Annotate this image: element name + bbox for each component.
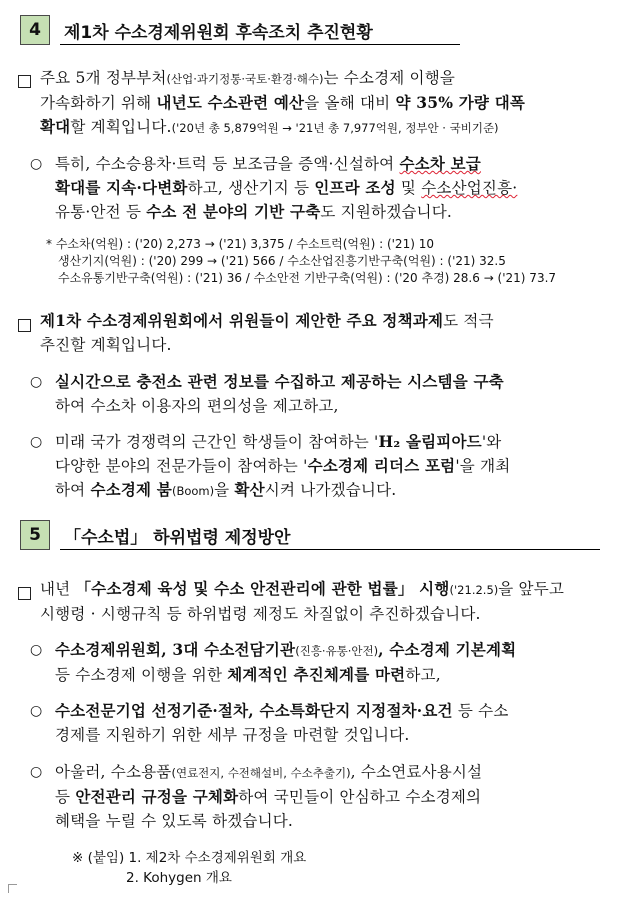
attachment-item: ※ (붙임) 1. 제2차 수소경제위원회 개요 [72, 850, 307, 866]
note-line: * 수소차(억원) : ('20) 2,273 → ('21) 3,375 / 수소트럭(억원) : ('21) 10 [46, 237, 434, 251]
paragraph-policy-tasks: 제1차 수소경제위원회에서 위원들이 제안한 주요 정책과제도 적극 추진할 계획입니다. [40, 311, 494, 354]
circle-bullet-icon: ○ [30, 156, 43, 172]
circle-bullet-icon: ○ [30, 642, 43, 658]
section-underline [60, 44, 460, 45]
circle-bullet-icon: ○ [30, 374, 43, 390]
section-4-header [20, 15, 460, 45]
paragraph-safety: 아울러, 수소용품(연료전지, 수전해설비, 수소추출기), 수소연료사용시설 등 안전관리 규정을 구체화하여 국민들이 안심하고 수소경제의 혜택을 누릴 수 있도록 하겠습니다. [55, 763, 483, 830]
paragraph-enterprise: 수소전문기업 선정기준·절차, 수소특화단지 지정절차·요건 등 수소 경제를 지원하기 위한 세부 규정을 마련할 것입니다. [55, 701, 509, 744]
section-number: 5 [20, 520, 50, 550]
section-title: 제1차 수소경제위원회 후속조치 추진현황 [64, 23, 373, 43]
circle-bullet-icon: ○ [30, 434, 43, 450]
page-corner-mark [8, 884, 17, 893]
section-title: 「수소법」 하위법령 제정방안 [64, 528, 291, 548]
paragraph-subsidy: 특히, 수소승용차·트럭 등 보조금을 증액·신설하여 수소차 보급 확대를 지속·다변화하고, 생산기지 등 인프라 조성 및 수소산업진흥· 유통·안전 등 수소 전 분야의 기반 구축도 지원하겠습니다. [55, 154, 518, 221]
circle-bullet-icon: ○ [30, 764, 43, 780]
square-bullet-icon [18, 72, 31, 91]
section-5-header [20, 520, 600, 550]
attachment-item: 2. Kohygen 개요 [126, 870, 232, 886]
paragraph-olympiad: 미래 국가 경쟁력의 근간인 학생들이 참여하는 'H₂ 올림피아드'와 다양한 분야의 전문가들이 참여하는 '수소경제 리더스 포럼'을 개최 하여 수소경제 붐(Boom)을 확산시켜 나가겠습니다. [55, 432, 511, 499]
square-bullet-icon [18, 584, 31, 603]
attachments [72, 848, 306, 888]
circle-bullet-icon: ○ [30, 703, 43, 719]
budget-notes [46, 236, 556, 287]
paragraph-committee: 수소경제위원회, 3대 수소전담기관(진흥·유통·안전), 수소경제 기본계획 등 수소경제 이행을 위한 체계적인 추진체계를 마련하고, [55, 640, 517, 684]
square-bullet-icon [18, 316, 31, 335]
note-line: 생산기지(억원) : ('20) 299 → ('21) 566 / 수소산업진흥기반구축(억원) : ('21) 32.5 [58, 254, 506, 268]
paragraph-charging-info: 실시간으로 충전소 관련 정보를 수집하고 제공하는 시스템을 구축 하여 수소차 이용자의 편의성을 제고하고, [55, 372, 504, 415]
section-underline [60, 549, 600, 550]
paragraph-budget: 주요 5개 정부부처(산업·과기정통·국토·환경·해수)는 수소경제 이행을 가속화하기 위해 내년도 수소관련 예산을 올해 대비 약 35% 가량 대폭 확대할 계획입니다.('20년 총 5,879억원 → '21년 총 7,977억원, 정부안 · 국비기준) [40, 69, 526, 136]
note-line: 수소유통기반구축(억원) : ('21) 36 / 수소안전 기반구축(억원) : ('20 추경) 28.6 → ('21) 73.7 [58, 271, 557, 285]
section-number: 4 [20, 15, 50, 45]
paragraph-law: 내년 「수소경제 육성 및 수소 안전관리에 관한 법률」 시행('21.2.5)을 앞두고 시행령 · 시행규칙 등 하위법령 제정도 차질없이 추진하겠습니다. [40, 579, 565, 623]
